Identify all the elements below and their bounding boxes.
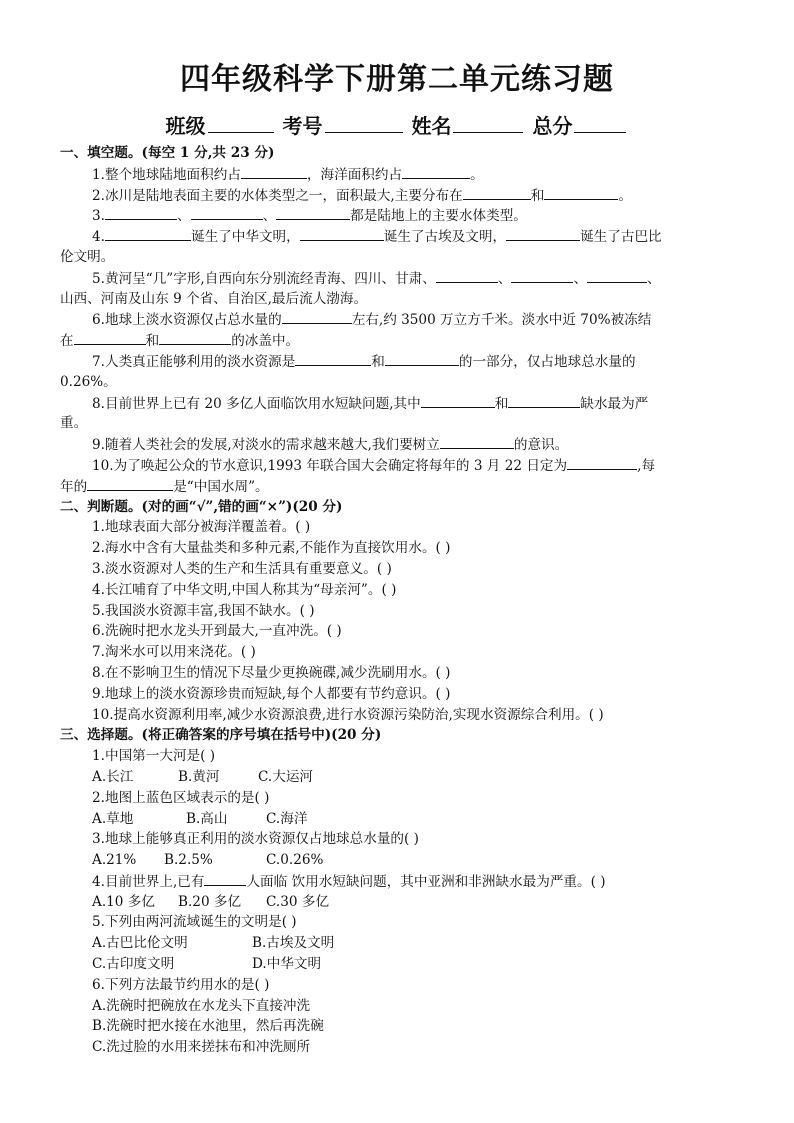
question-text: 在: [60, 333, 74, 350]
fill-question-8-cont: 重。: [60, 415, 88, 432]
question-text: 1.整个地球陆地面积约占: [92, 166, 241, 183]
answer-blank: [421, 393, 495, 408]
answer-blank: [300, 226, 384, 241]
choice-option: B.古埃及文明: [252, 935, 335, 952]
question-text: 的意识。: [513, 437, 569, 454]
answer-blank: [105, 205, 177, 220]
choice-option: A.21%: [92, 852, 137, 869]
fill-question-6: [60, 309, 744, 330]
fill-question-2: [60, 185, 744, 206]
choice-option: D.中华文明: [252, 956, 322, 973]
question-text: 9.随着人类社会的发展,对淡水的需求越来越大,我们要树立: [92, 437, 440, 454]
class-label: 班级: [165, 114, 206, 138]
choice-question-4: [60, 871, 744, 892]
question-text: 3.: [92, 208, 105, 225]
choice-option: B.20 多亿: [178, 893, 242, 910]
fill-question-6-cont: [60, 330, 744, 351]
fill-question-1: [60, 164, 744, 185]
choice-option: C.海洋: [266, 810, 308, 827]
answer-blank: [567, 455, 637, 470]
choice-option: A.草地: [92, 810, 134, 827]
choice-options-1: [60, 767, 744, 788]
question-text: 的一部分，仅占地球总水量的: [458, 353, 636, 370]
question-text: 10.为了唤起公众的节水意识,1993 年联合国大会确定将每年的 3 月 22 日定为: [92, 457, 568, 474]
choice-option: A.洗碗时把碗放在水龙头下直接冲洗: [92, 997, 311, 1014]
judge-item: 6.洗碗时把水龙头开到最大,一直冲洗。( ): [92, 623, 342, 640]
class-blank: [208, 112, 274, 133]
choice-option: B.黄河: [178, 768, 220, 785]
answer-blank: [544, 185, 618, 200]
question-text: 4.: [92, 229, 105, 246]
name-label: 姓名: [411, 114, 452, 138]
question-text: 。: [618, 187, 632, 204]
answer-blank: [436, 268, 498, 283]
fill-question-4-cont: 伦文明。: [60, 248, 115, 265]
judge-item: 9.地球上的淡水资源珍贵而短缺,每个人都要有节约意识。( ): [92, 685, 451, 702]
question-text: 诞生了古埃及文明，: [383, 229, 507, 246]
fill-question-8: [60, 393, 744, 414]
answer-blank: [402, 164, 470, 179]
question-text: 、: [176, 208, 191, 225]
worksheet-content: [60, 143, 744, 1058]
fill-question-7: [60, 351, 744, 372]
question-text: 和: [530, 187, 545, 204]
question-text: 、: [497, 270, 512, 287]
choice-options-5a: [60, 933, 744, 954]
fill-question-10: [60, 455, 744, 476]
answer-blank: [463, 185, 531, 200]
answer-blank: [506, 226, 580, 241]
judge-item: 10.提高水资源利用率,减少水资源浪费,进行水资源污染防治,实现水资源综合利用。( ): [92, 706, 604, 723]
question-text: 和: [371, 353, 385, 370]
question-text: 诞生了古巴比: [580, 229, 662, 246]
question-text: 、: [573, 270, 588, 287]
choice-question-2: 2.地图上蓝色区域表示的是( ): [92, 789, 270, 806]
question-text: 2.冰川是陆地表面主要的水体类型之一，面积最大,主要分布在: [92, 187, 463, 204]
choice-option: C.0.26%: [266, 852, 324, 869]
answer-blank: [511, 268, 573, 283]
judge-item: 2.海水中含有大量盐类和多种元素,不能作为直接饮用水。( ): [92, 540, 451, 557]
choice-option: A.长江: [92, 768, 134, 785]
judge-item: 5.我国淡水资源丰富,我国不缺水。( ): [92, 602, 315, 619]
answer-blank: [282, 309, 352, 324]
choice-option: A.古巴比伦文明: [92, 935, 188, 952]
choice-options-2: [60, 809, 744, 830]
fill-question-10-cont: [60, 476, 744, 497]
answer-blank: [241, 164, 307, 179]
question-text: 是“中国水周”。: [173, 478, 269, 495]
answer-blank: [587, 268, 647, 283]
question-text: 6.地球上淡水资源仅占总水量的: [92, 312, 282, 329]
answer-blank: [87, 476, 173, 491]
question-text: 、: [262, 208, 277, 225]
answer-blank: [204, 871, 246, 886]
section-2-heading: 二、判断题。(对的画“√”,错的画“×”)(20 分): [60, 498, 343, 515]
answer-blank: [385, 351, 459, 366]
question-text: ，海洋面积约占: [306, 166, 403, 183]
question-text: 和: [145, 333, 160, 350]
question-text: 诞生了中华文明，: [190, 229, 300, 246]
answer-blank: [295, 351, 371, 366]
fill-question-5: [60, 268, 744, 289]
judge-item: 4.长江哺育了中华文明,中国人称其为“母亲河”。( ): [92, 581, 397, 598]
choice-option: B.洗碗时把水接在水池里，然后再洗碗: [92, 1018, 324, 1035]
score-blank: [574, 112, 626, 133]
answer-blank: [440, 434, 514, 449]
name-blank: [453, 112, 523, 133]
question-text: 人面临 饮用水短缺问题，其中亚洲和非洲缺水最为严重。( ): [246, 873, 606, 890]
judge-item: 3.淡水资源对人类的生产和生活具有重要意义。( ): [92, 560, 392, 577]
choice-option: C.洗过脸的水用来搓抹布和冲洗厕所: [92, 1039, 311, 1056]
question-text: 和: [494, 395, 509, 412]
choice-option: A.10 多亿: [92, 893, 155, 910]
choice-option: C.大运河: [258, 768, 314, 785]
exam-no-blank: [325, 112, 403, 133]
answer-blank: [508, 393, 580, 408]
fill-question-5-cont: 山西、河南及山东 9 个省、自治区,最后流人渤海。: [60, 290, 368, 307]
choice-options-3: [60, 850, 744, 871]
judge-item: 7.淘米水可以用来浇花。( ): [92, 644, 256, 661]
exam-no-label: 考号: [282, 114, 323, 138]
answer-blank: [159, 330, 231, 345]
question-text: 、: [647, 270, 661, 287]
fill-question-9: [60, 434, 744, 455]
answer-blank: [74, 330, 146, 345]
question-text: 都是陆地上的主要水体类型。: [350, 208, 527, 225]
question-text: 7.人类真正能够利用的淡水资源是: [92, 353, 296, 370]
choice-option: C.30 多亿: [266, 893, 330, 910]
question-text: 的冰盖中。: [231, 333, 300, 350]
judge-item: 8.在不影响卫生的情况下尽量少更换碗碟,减少洗刷用水。( ): [92, 664, 451, 681]
choice-options-5b: [60, 954, 744, 975]
question-text: 年的: [60, 478, 88, 495]
answer-blank: [105, 226, 191, 241]
fill-question-3: [60, 205, 744, 226]
question-text: 8.目前世界上已有 20 多亿人面临饮用水短缺问题,其中: [92, 395, 421, 412]
fill-question-4: [60, 226, 744, 247]
section-3-heading: 三、选择题。(将正确答案的序号填在括号中)(20 分): [60, 727, 382, 744]
question-text: 。: [470, 166, 484, 183]
answer-blank: [191, 205, 263, 220]
judge-item: 1.地球表面大部分被海洋覆盖着。( ): [92, 519, 311, 536]
section-1-heading: 一、填空题。(每空 1 分,共 23 分): [60, 145, 275, 161]
question-text: 4.目前世界上,已有: [92, 873, 205, 890]
student-info-line: [0, 112, 794, 139]
choice-question-1: 1.中国第一大河是( ): [92, 748, 216, 765]
choice-options-4: [60, 892, 744, 913]
question-text: 缺水最为严: [580, 395, 649, 412]
score-label: 总分: [532, 114, 573, 138]
choice-option: B.高山: [186, 810, 228, 827]
question-text: 左右,约 3500 万立方千米。淡水中近 70%被冻结: [351, 312, 652, 329]
choice-question-6: 6.下列方法最节约用水的是( ): [92, 976, 270, 993]
choice-option: C.古印度文明: [92, 956, 175, 973]
page-title: 四年级科学下册第二单元练习题: [180, 62, 614, 97]
choice-question-5: 5.下列由两河流域诞生的文明是( ): [92, 914, 297, 931]
fill-question-7-cont: 0.26%。: [60, 373, 117, 390]
question-text: ,每: [637, 457, 656, 474]
question-text: 5.黄河呈“几”字形,自西向东分别流经青海、四川、甘肃、: [92, 270, 436, 287]
choice-option: B.2.5%: [164, 852, 213, 869]
choice-question-3: 3.地球上能够真正利用的淡水资源仅占地球总水量的( ): [92, 831, 419, 848]
answer-blank: [276, 205, 350, 220]
